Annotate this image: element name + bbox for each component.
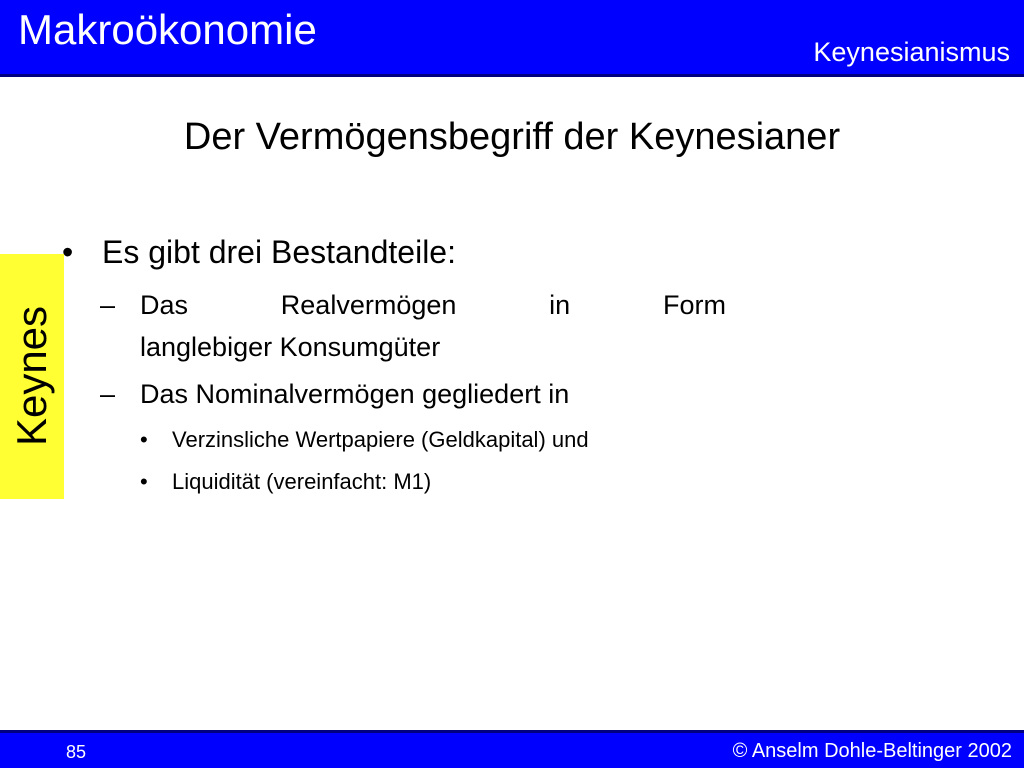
course-title: Makroökonomie: [18, 6, 317, 53]
slide-title: Der Vermögensbegriff der Keynesianer: [183, 116, 841, 158]
topic-label: Keynesianismus: [813, 37, 1010, 67]
word: Form: [662, 290, 726, 320]
dash-icon: –: [100, 379, 116, 409]
footer-bar: [0, 730, 1024, 768]
bullet-intro-text: Es gibt drei Bestandteile:: [102, 234, 456, 270]
sub-sub-bullet-text: Verzinsliche Wertpapiere (Geldkapital) und: [172, 427, 589, 452]
bullet-dot-icon: •: [62, 234, 74, 270]
side-tab-label: Keynes: [8, 305, 55, 447]
bullet-dot-icon: •: [140, 427, 148, 452]
page-number: 85: [66, 742, 87, 762]
side-tab: [0, 254, 64, 499]
word: Realvermögen: [280, 290, 457, 320]
sub-bullet-nominal-text: Das Nominalvermögen gegliedert in: [140, 379, 570, 409]
sub-sub-bullet-text: Liquidität (vereinfacht: M1): [172, 469, 432, 494]
header-bar: [0, 0, 1024, 77]
copyright-notice: © Anselm Dohle-Beltinger 2002: [732, 740, 1012, 762]
bullet-dot-icon: •: [140, 469, 148, 494]
word: Das: [140, 290, 189, 320]
word: in: [549, 290, 571, 320]
sub-bullet-real-line2: langlebiger Konsumgüter: [140, 332, 441, 362]
sub-bullet-real-line1: [140, 288, 726, 322]
dash-icon: –: [100, 290, 116, 320]
